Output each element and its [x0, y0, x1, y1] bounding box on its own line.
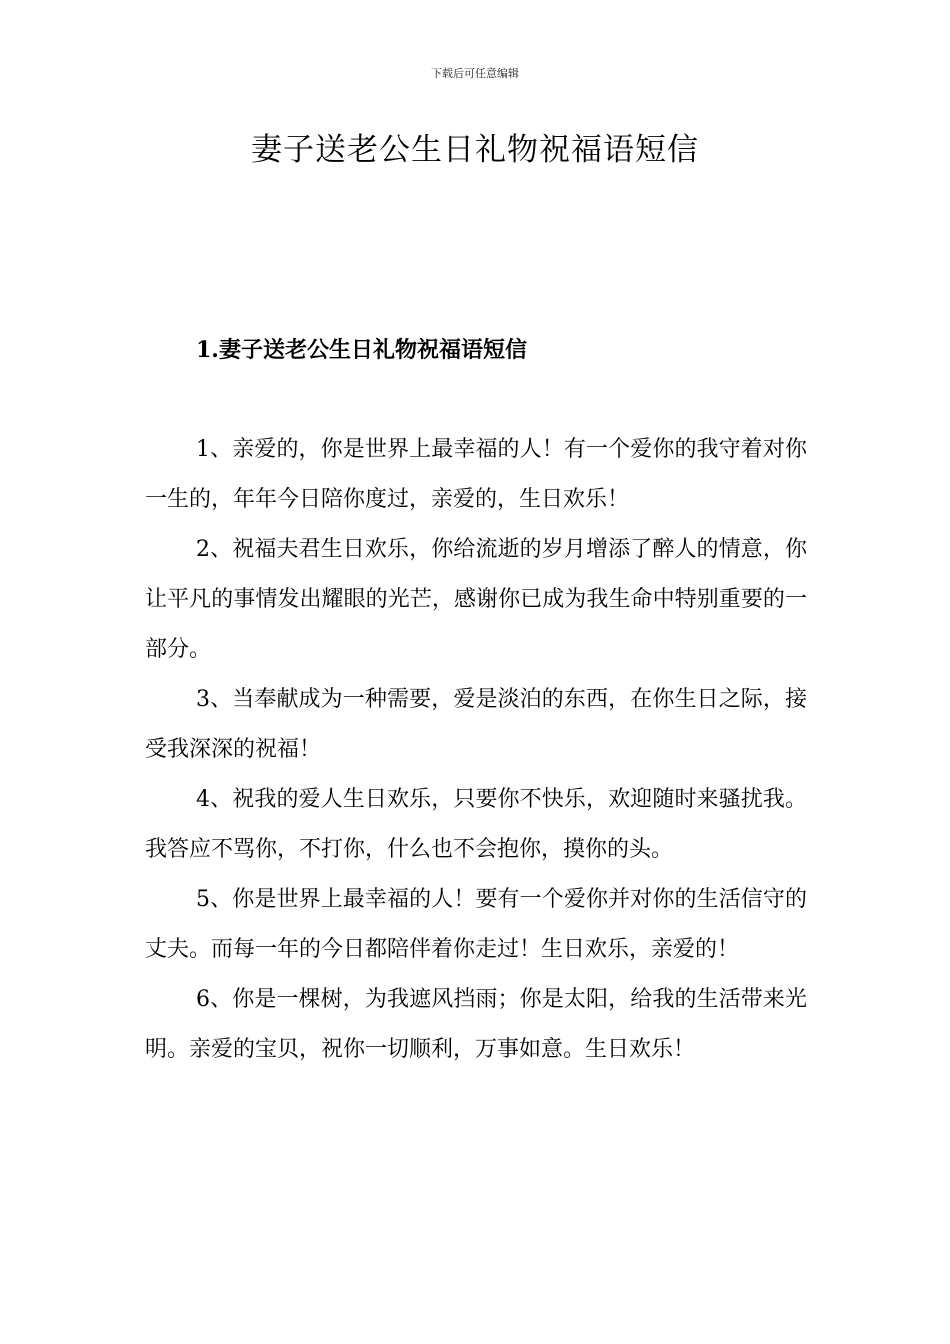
- paragraph-6: 6、你是一棵树，为我遮风挡雨；你是太阳，给我的生活带来光明。亲爱的宝贝，祝你一切顺利，万事如意。生日欢乐！: [145, 987, 807, 1062]
- header-note: 下载后可任意编辑: [431, 67, 519, 80]
- section-heading: 1.妻子送老公生日礼物祝福语短信: [196, 337, 527, 363]
- document-body: [145, 425, 807, 1075]
- paragraph-2: 2、祝福夫君生日欢乐，你给流逝的岁月增添了醉人的情意，你让平凡的事情发出耀眼的光芒，感谢你已成为我生命中特别重要的一部分。: [145, 537, 807, 662]
- paragraph-3: 3、当奉献成为一种需要，爱是淡泊的东西，在你生日之际，接受我深深的祝福！: [145, 687, 807, 762]
- paragraph-5: 5、你是世界上最幸福的人！要有一个爱你并对你的生活信守的丈夫。而每一年的今日都陪伴着你走过！生日欢乐，亲爱的！: [145, 887, 807, 962]
- paragraph-1: 1、亲爱的，你是世界上最幸福的人！有一个爱你的我守着对你一生的，年年今日陪你度过，亲爱的，生日欢乐！: [145, 437, 807, 512]
- paragraph-4: 4、祝我的爱人生日欢乐，只要你不快乐，欢迎随时来骚扰我。我答应不骂你，不打你，什么也不会抱你，摸你的头。: [145, 787, 807, 862]
- document-title: 妻子送老公生日礼物祝福语短信: [251, 132, 699, 168]
